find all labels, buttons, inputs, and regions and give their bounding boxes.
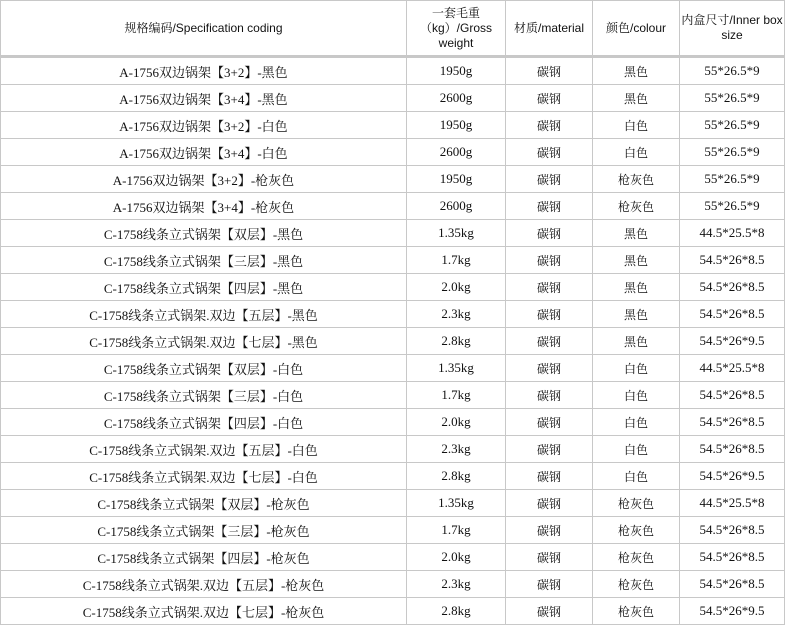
header-inner-box-size: 内盒尺寸/Inner box size xyxy=(680,1,785,57)
cell-colour: 枪灰色 xyxy=(593,166,680,193)
table-row xyxy=(1,85,785,112)
cell-material: 碳钢 xyxy=(506,544,593,571)
cell-gross-weight: 2.3kg xyxy=(407,571,506,598)
cell-inner-box-size: 55*26.5*9 xyxy=(680,139,785,166)
cell-gross-weight: 2.3kg xyxy=(407,301,506,328)
table-row xyxy=(1,57,785,85)
cell-colour: 枪灰色 xyxy=(593,544,680,571)
table-row xyxy=(1,517,785,544)
cell-colour: 白色 xyxy=(593,112,680,139)
cell-colour: 枪灰色 xyxy=(593,193,680,220)
cell-inner-box-size: 54.5*26*8.5 xyxy=(680,544,785,571)
cell-inner-box-size: 54.5*26*8.5 xyxy=(680,301,785,328)
cell-colour: 白色 xyxy=(593,139,680,166)
cell-colour: 白色 xyxy=(593,463,680,490)
cell-colour: 黑色 xyxy=(593,247,680,274)
cell-colour: 白色 xyxy=(593,355,680,382)
cell-specification-coding: A-1756双边锅架【3+4】-黑色 xyxy=(1,85,407,112)
cell-colour: 黑色 xyxy=(593,220,680,247)
cell-gross-weight: 2.8kg xyxy=(407,598,506,625)
cell-material: 碳钢 xyxy=(506,247,593,274)
cell-specification-coding: A-1756双边锅架【3+2】-枪灰色 xyxy=(1,166,407,193)
cell-inner-box-size: 55*26.5*9 xyxy=(680,57,785,85)
cell-gross-weight: 2.0kg xyxy=(407,274,506,301)
table-row xyxy=(1,571,785,598)
cell-gross-weight: 1950g xyxy=(407,112,506,139)
cell-colour: 白色 xyxy=(593,382,680,409)
cell-specification-coding: C-1758线条立式锅架.双边【七层】-黑色 xyxy=(1,328,407,355)
cell-specification-coding: C-1758线条立式锅架【双层】-枪灰色 xyxy=(1,490,407,517)
cell-gross-weight: 2.0kg xyxy=(407,409,506,436)
header-specification-coding: 规格编码/Specification coding xyxy=(1,1,407,57)
cell-material: 碳钢 xyxy=(506,301,593,328)
table-row xyxy=(1,247,785,274)
cell-material: 碳钢 xyxy=(506,220,593,247)
cell-gross-weight: 2600g xyxy=(407,85,506,112)
cell-gross-weight: 1.35kg xyxy=(407,220,506,247)
cell-specification-coding: C-1758线条立式锅架.双边【五层】-枪灰色 xyxy=(1,571,407,598)
table-row xyxy=(1,490,785,517)
cell-material: 碳钢 xyxy=(506,57,593,85)
cell-inner-box-size: 44.5*25.5*8 xyxy=(680,490,785,517)
cell-colour: 黑色 xyxy=(593,301,680,328)
cell-material: 碳钢 xyxy=(506,85,593,112)
cell-inner-box-size: 55*26.5*9 xyxy=(680,193,785,220)
table-row xyxy=(1,598,785,625)
cell-specification-coding: C-1758线条立式锅架.双边【五层】-白色 xyxy=(1,436,407,463)
cell-inner-box-size: 54.5*26*8.5 xyxy=(680,247,785,274)
table-header xyxy=(1,1,785,57)
table-row xyxy=(1,166,785,193)
cell-material: 碳钢 xyxy=(506,355,593,382)
table-row xyxy=(1,112,785,139)
cell-colour: 枪灰色 xyxy=(593,517,680,544)
cell-specification-coding: C-1758线条立式锅架【四层】-枪灰色 xyxy=(1,544,407,571)
cell-material: 碳钢 xyxy=(506,463,593,490)
table-row xyxy=(1,355,785,382)
cell-gross-weight: 2600g xyxy=(407,193,506,220)
cell-inner-box-size: 44.5*25.5*8 xyxy=(680,355,785,382)
cell-colour: 白色 xyxy=(593,436,680,463)
cell-inner-box-size: 54.5*26*9.5 xyxy=(680,463,785,490)
header-gross-weight: 一套毛重（kg）/Gross weight xyxy=(407,1,506,57)
cell-material: 碳钢 xyxy=(506,328,593,355)
cell-material: 碳钢 xyxy=(506,598,593,625)
cell-gross-weight: 1.35kg xyxy=(407,490,506,517)
cell-specification-coding: A-1756双边锅架【3+2】-白色 xyxy=(1,112,407,139)
cell-material: 碳钢 xyxy=(506,112,593,139)
cell-inner-box-size: 54.5*26*9.5 xyxy=(680,598,785,625)
cell-material: 碳钢 xyxy=(506,274,593,301)
cell-specification-coding: C-1758线条立式锅架【双层】-白色 xyxy=(1,355,407,382)
cell-specification-coding: C-1758线条立式锅架【三层】-枪灰色 xyxy=(1,517,407,544)
table-row xyxy=(1,544,785,571)
table-row xyxy=(1,220,785,247)
cell-colour: 黑色 xyxy=(593,328,680,355)
cell-gross-weight: 2.8kg xyxy=(407,328,506,355)
cell-material: 碳钢 xyxy=(506,382,593,409)
cell-colour: 枪灰色 xyxy=(593,598,680,625)
table-row xyxy=(1,328,785,355)
cell-material: 碳钢 xyxy=(506,193,593,220)
cell-colour: 枪灰色 xyxy=(593,571,680,598)
cell-specification-coding: C-1758线条立式锅架.双边【七层】-白色 xyxy=(1,463,407,490)
cell-material: 碳钢 xyxy=(506,490,593,517)
table-row xyxy=(1,436,785,463)
cell-specification-coding: C-1758线条立式锅架.双边【七层】-枪灰色 xyxy=(1,598,407,625)
cell-gross-weight: 1950g xyxy=(407,57,506,85)
table-row xyxy=(1,274,785,301)
table-row xyxy=(1,193,785,220)
cell-specification-coding: C-1758线条立式锅架【四层】-白色 xyxy=(1,409,407,436)
cell-gross-weight: 1950g xyxy=(407,166,506,193)
cell-inner-box-size: 54.5*26*8.5 xyxy=(680,571,785,598)
cell-inner-box-size: 55*26.5*9 xyxy=(680,166,785,193)
cell-material: 碳钢 xyxy=(506,517,593,544)
cell-colour: 枪灰色 xyxy=(593,490,680,517)
table-body xyxy=(1,57,785,625)
header-material: 材质/material xyxy=(506,1,593,57)
table-row xyxy=(1,301,785,328)
cell-gross-weight: 1.7kg xyxy=(407,517,506,544)
cell-inner-box-size: 55*26.5*9 xyxy=(680,112,785,139)
cell-gross-weight: 2600g xyxy=(407,139,506,166)
cell-colour: 黑色 xyxy=(593,274,680,301)
cell-specification-coding: A-1756双边锅架【3+4】-白色 xyxy=(1,139,407,166)
header-row xyxy=(1,1,785,57)
cell-specification-coding: C-1758线条立式锅架【三层】-白色 xyxy=(1,382,407,409)
cell-specification-coding: A-1756双边锅架【3+4】-枪灰色 xyxy=(1,193,407,220)
cell-gross-weight: 2.0kg xyxy=(407,544,506,571)
table-row xyxy=(1,463,785,490)
cell-inner-box-size: 54.5*26*8.5 xyxy=(680,274,785,301)
cell-specification-coding: A-1756双边锅架【3+2】-黑色 xyxy=(1,57,407,85)
cell-gross-weight: 1.7kg xyxy=(407,382,506,409)
cell-specification-coding: C-1758线条立式锅架【三层】-黑色 xyxy=(1,247,407,274)
cell-inner-box-size: 54.5*26*9.5 xyxy=(680,328,785,355)
table-row xyxy=(1,382,785,409)
cell-inner-box-size: 54.5*26*8.5 xyxy=(680,382,785,409)
cell-gross-weight: 2.3kg xyxy=(407,436,506,463)
cell-inner-box-size: 44.5*25.5*8 xyxy=(680,220,785,247)
cell-inner-box-size: 54.5*26*8.5 xyxy=(680,517,785,544)
table-row xyxy=(1,139,785,166)
header-colour: 颜色/colour xyxy=(593,1,680,57)
cell-specification-coding: C-1758线条立式锅架【双层】-黑色 xyxy=(1,220,407,247)
cell-colour: 黑色 xyxy=(593,57,680,85)
table-row xyxy=(1,409,785,436)
cell-colour: 黑色 xyxy=(593,85,680,112)
cell-material: 碳钢 xyxy=(506,436,593,463)
cell-inner-box-size: 55*26.5*9 xyxy=(680,85,785,112)
cell-material: 碳钢 xyxy=(506,409,593,436)
cell-inner-box-size: 54.5*26*8.5 xyxy=(680,436,785,463)
cell-material: 碳钢 xyxy=(506,571,593,598)
cell-inner-box-size: 54.5*26*8.5 xyxy=(680,409,785,436)
cell-specification-coding: C-1758线条立式锅架.双边【五层】-黑色 xyxy=(1,301,407,328)
cell-specification-coding: C-1758线条立式锅架【四层】-黑色 xyxy=(1,274,407,301)
cell-gross-weight: 1.35kg xyxy=(407,355,506,382)
cell-gross-weight: 1.7kg xyxy=(407,247,506,274)
cell-material: 碳钢 xyxy=(506,139,593,166)
cell-material: 碳钢 xyxy=(506,166,593,193)
cell-gross-weight: 2.8kg xyxy=(407,463,506,490)
cell-colour: 白色 xyxy=(593,409,680,436)
